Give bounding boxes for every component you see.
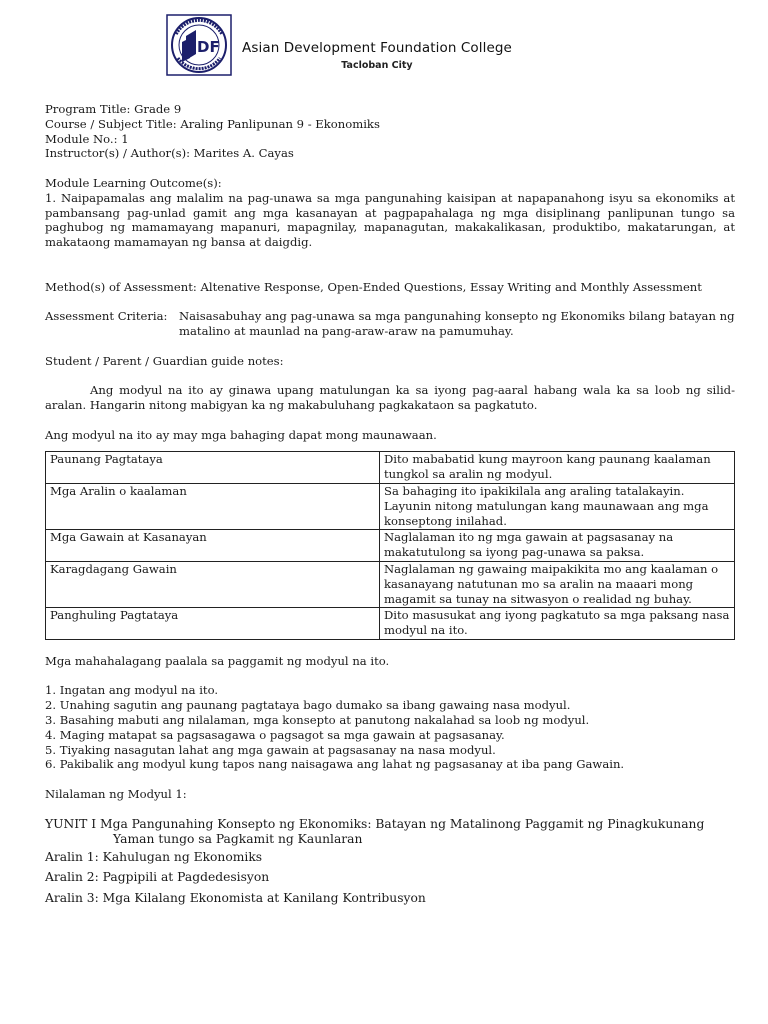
list-item: 1. Ingatan ang modyul na ito.	[45, 683, 219, 698]
unit-line-2: Yaman tungo sa Pagkamit ng Kaunlaran	[113, 831, 363, 846]
reminders-list	[45, 683, 735, 772]
contents-heading: Nilalaman ng Modyul 1:	[45, 787, 187, 802]
criteria-label: Assessment Criteria:	[45, 309, 168, 324]
guide-paragraph: Ang modyul na ito ay ginawa upang matulungan ka sa iyong pag-aaral habang wala ka sa loob ng silid-aralan. Hangarin nitong mabigyan ka ng makabuluhang pagkakataon sa pagkatuto.	[45, 383, 735, 412]
module-number: Module No.: 1	[45, 131, 129, 146]
unit-title	[45, 817, 735, 847]
table-row	[46, 561, 735, 607]
lesson-item: Aralin 1: Kahulugan ng Ekonomiks	[45, 849, 263, 864]
table-row	[46, 483, 735, 529]
guide-heading: Student / Parent / Guardian guide notes:	[45, 353, 284, 368]
list-item: 3. Basahing mabuti ang nilalaman, mga konsepto at panutong nakalahad sa loob ng modyul.	[45, 713, 590, 728]
part-name: Karagdagang Gawain	[46, 561, 380, 607]
unit-line-1: YUNIT I Mga Pangunahing Konsepto ng Ekonomiks: Batayan ng Matalinong Paggamit ng Pinagkukunang	[45, 816, 705, 831]
part-name: Panghuling Pagtataya	[46, 608, 380, 640]
college-logo	[166, 14, 232, 76]
part-name: Mga Aralin o kaalaman	[46, 483, 380, 529]
list-item: 4. Maging matapat sa pagsasagawa o pagsagot sa mga gawain at pagsasanay.	[45, 727, 505, 742]
lesson-list	[45, 847, 735, 909]
document-header	[166, 14, 512, 76]
instructor: Instructor(s) / Author(s): Marites A. Cayas	[45, 146, 294, 161]
part-description: Naglalaman ito ng mga gawain at pagsasanay na makatutulong sa iyong pag-unawa sa paksa.	[380, 530, 735, 562]
criteria-text: Naisasabuhay ang pag-unawa sa mga pangunahing konsepto ng Ekonomiks bilang batayan ng matalino at maunlad na pang-araw-araw na pamumuhay.	[179, 309, 735, 338]
lesson-item: Aralin 2: Pagpipili at Pagdedesisyon	[45, 870, 270, 885]
list-item: 5. Tiyaking nasagutan lahat ang mga gawain at pagsasanay na nasa modyul.	[45, 742, 496, 757]
school-name: Asian Development Foundation College	[242, 40, 512, 56]
assessment-criteria	[45, 309, 735, 339]
part-name: Paunang Pagtataya	[46, 452, 380, 484]
guide-intro: Ang modyul na ito ay may mga bahaging dapat mong maunawaan.	[45, 427, 437, 442]
school-city: Tacloban City	[341, 60, 413, 71]
outcome-heading: Module Learning Outcome(s):	[45, 175, 222, 190]
list-item: 2. Unahing sagutin ang paunang pagtataya bago dumako sa ibang gawaing nasa modyul.	[45, 698, 571, 713]
svg-text:DF: DF	[197, 38, 220, 56]
module-body	[45, 102, 735, 908]
table-row	[46, 608, 735, 640]
list-item: 6. Pakibalik ang modyul kung tapos nang naisagawa ang lahat ng pagsasanay at iba pang Gawain.	[45, 757, 625, 772]
course-title: Course / Subject Title: Araling Panlipunan 9 - Ekonomiks	[45, 116, 380, 131]
reminders-heading: Mga mahahalagang paalala sa paggamit ng modyul na ito.	[45, 653, 390, 668]
part-name: Mga Gawain at Kasanayan	[46, 530, 380, 562]
part-description: Dito mababatid kung mayroon kang paunang kaalaman tungkol sa aralin ng modyul.	[380, 452, 735, 484]
assessment-methods: Method(s) of Assessment: Altenative Response, Open-Ended Questions, Essay Writing and Monthly Assessment	[45, 279, 702, 294]
table-row	[46, 452, 735, 484]
outcome-text: 1. Naipapamalas ang malalim na pag-unawa sa mga pangunahing kaisipan at napapanahong isyu sa ekonomiks at pambansang pag-unlad gamit ang mga kasanayan at pagpapahalaga ng mga disiplinang panlipunan tungo sa paghubog ng mamamayang mapanuri, mapagnilay, mapanagutan, makakalikasan, produktibo, makatarungan, at makataong mamamayan ng bansa at daigdig.	[45, 190, 735, 250]
module-parts-table	[45, 451, 735, 640]
part-description: Naglalaman ng gawaing maipakikita mo ang kaalaman o kasanayang natutunan mo sa aralin na maaari mong magamit sa tunay na sitwasyon o realidad ng buhay.	[380, 561, 735, 607]
program-title: Program Title: Grade 9	[45, 102, 182, 116]
part-description: Sa bahaging ito ipakikilala ang araling tatalakayin. Layunin nitong matulungan kang maunawaan ang mga konseptong inilahad.	[380, 483, 735, 529]
table-row	[46, 530, 735, 562]
lesson-item: Aralin 3: Mga Kilalang Ekonomista at Kanilang Kontribusyon	[45, 890, 426, 905]
part-description: Dito masusukat ang iyong pagkatuto sa mga paksang nasa modyul na ito.	[380, 608, 735, 640]
